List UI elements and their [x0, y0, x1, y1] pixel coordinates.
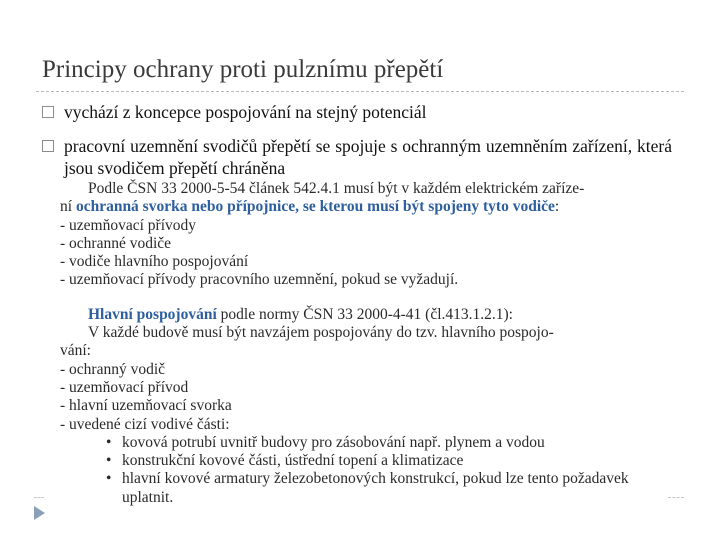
bullet-text: pracovní uzemnění svodičů přepětí se spojuje s ochranným uzemněním zařízení, která jsou svodičem přepětí chráněna	[64, 136, 672, 178]
conductor-list	[60, 217, 660, 290]
list-item: - uvedené cizí vodivé části:	[60, 416, 660, 434]
list-item: • kovová potrubí uvnitř budovy pro zásobování např. plynem a vodou	[106, 434, 660, 452]
list-item: - ochranné vodiče	[60, 235, 660, 253]
list-item: - uzemňovací přívody pracovního uzemnění, pokud se vyžadují.	[60, 271, 660, 289]
scanned-excerpt	[60, 180, 660, 507]
slide-title: Principy ochrany proti pulznímu přepětí	[42, 56, 444, 83]
excerpt-highlight: Hlavní pospojování	[88, 305, 217, 323]
title-divider	[36, 91, 684, 92]
excerpt-line: vání:	[60, 342, 91, 360]
excerpt-line	[60, 198, 660, 216]
excerpt-line: V každé budově musí být navzájem pospojovány do tzv. hlavního pospojo-	[88, 324, 554, 342]
list-item: - vodiče hlavního pospojování	[60, 253, 660, 271]
excerpt-suffix: :	[554, 198, 560, 216]
excerpt-line: Podle ČSN 33 2000-5-54 článek 542.4.1 musí být v každém elektrickém zaříze-	[88, 180, 585, 197]
footer-divider-left	[34, 497, 44, 498]
excerpt-text: podle normy ČSN 33 2000-4-41 (čl.413.1.2.1):	[216, 305, 513, 323]
checkbox-bullet-icon	[42, 106, 54, 118]
checkbox-bullet-icon	[42, 140, 54, 152]
bullet-text: vychází z koncepce pospojování na stejný potenciál	[64, 102, 427, 122]
excerpt-highlight: ochranná svorka nebo přípojnice, se kterou musí být spojeny tyto vodiče	[75, 198, 555, 216]
excerpt-line	[60, 306, 660, 324]
list-item: - hlavní uzemňovací svorka	[60, 397, 660, 415]
conductive-parts-list	[60, 434, 660, 507]
footer-divider-right	[668, 497, 684, 498]
triangle-marker-icon	[34, 506, 45, 520]
list-item: - ochranný vodič	[60, 361, 660, 379]
bullet-item	[42, 135, 672, 179]
bonding-list	[60, 361, 660, 434]
list-item: - uzemňovací přívod	[60, 379, 660, 397]
list-item: - uzemňovací přívody	[60, 217, 660, 235]
list-item: • hlavní kovové armatury železobetonových konstrukcí, pokud lze tento požadavek uplatnit.	[106, 470, 660, 507]
bullet-item	[42, 101, 672, 123]
excerpt-prefix: ní	[60, 198, 76, 216]
list-item: • konstrukční kovové části, ústřední topení a klimatizace	[106, 452, 660, 470]
